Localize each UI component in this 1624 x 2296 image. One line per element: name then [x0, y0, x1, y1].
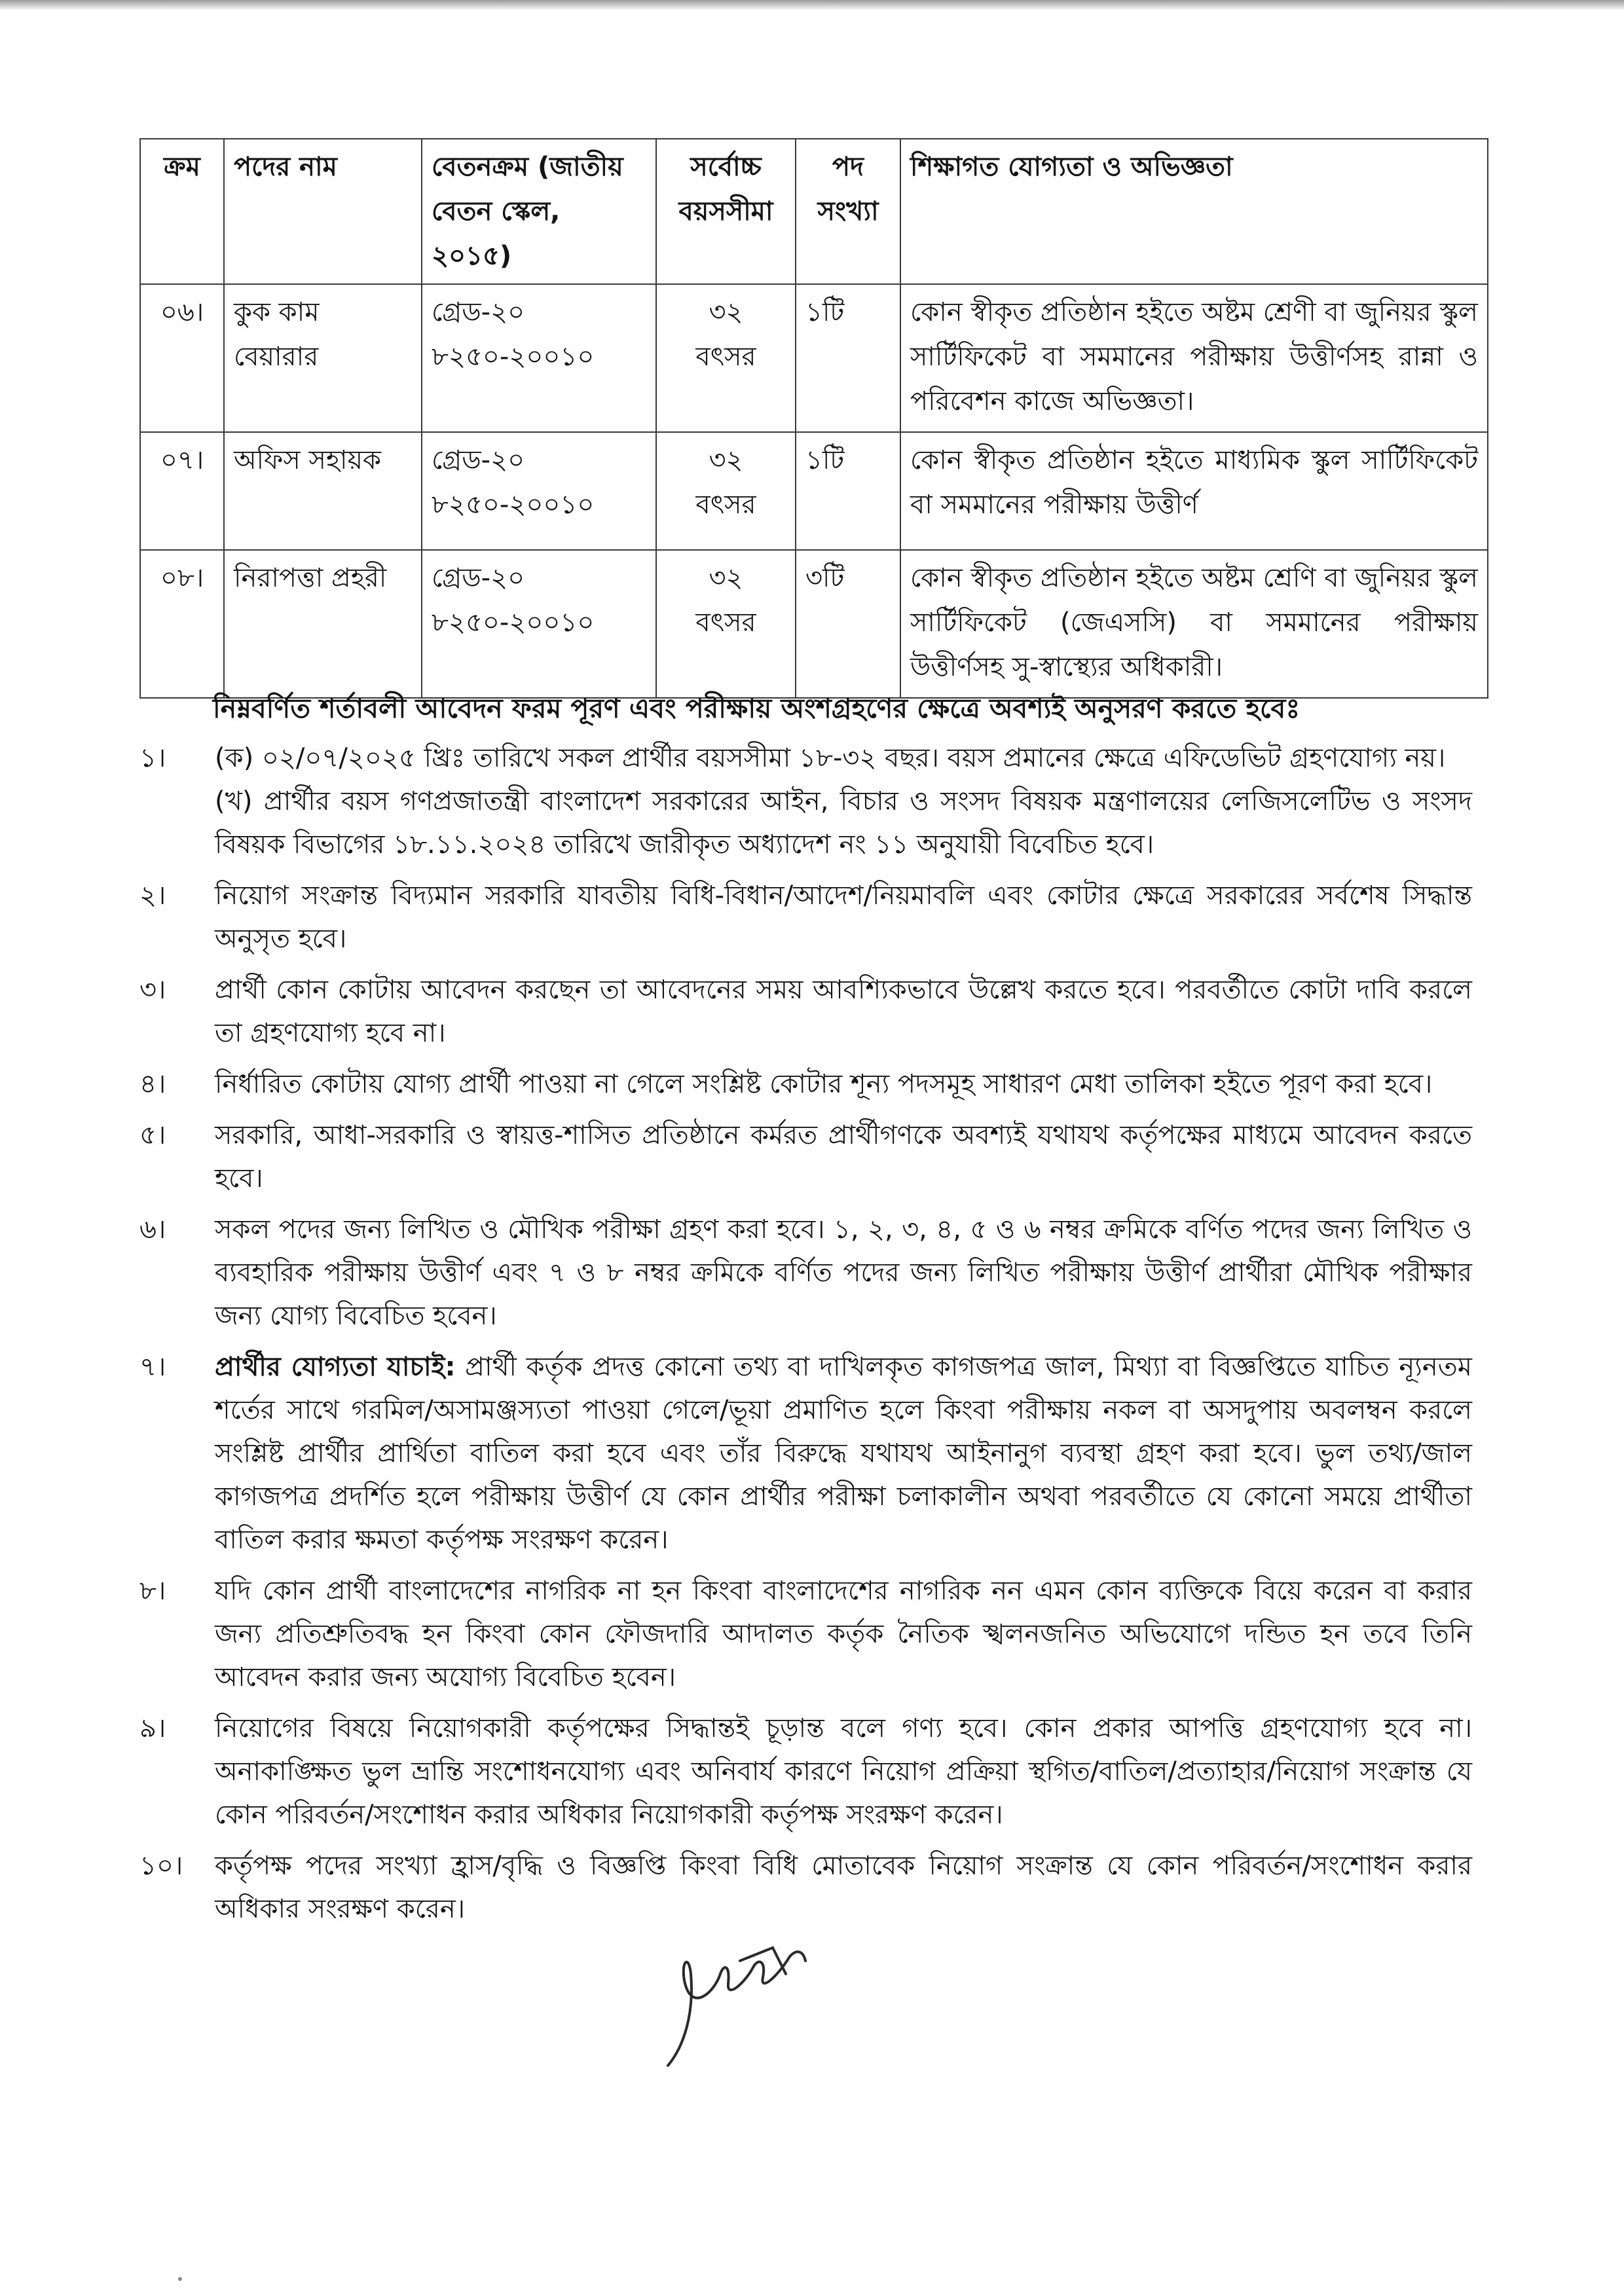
scan-edge-shadow	[0, 0, 1624, 10]
list-item	[139, 1844, 1472, 1931]
row-age	[656, 432, 796, 550]
row-count: ১টি	[796, 284, 900, 432]
header-post-count: পদ সংখ্যা	[796, 139, 900, 284]
condition-text: যদি কোন প্রার্থী বাংলাদেশের নাগরিক না হন কিংবা বাংলাদেশের নাগরিক নন এমন কোন ব্যক্তিকে বিয়ে করেন বা করার জন্য প্রতিশ্রুতিবদ্ধ হন কিংবা কোন ফৌজদারি আদালত কর্তৃক নৈতিক স্খলনজনিত অভিযোগে দন্ডিত হন তবে তিনি আবেদন করার জন্য অযোগ্য বিবেচিত হবেন।	[215, 1576, 1472, 1692]
condition-body	[215, 1114, 1472, 1200]
row-scale: ৮২৫০-২০০১০	[432, 608, 595, 638]
row-age	[656, 550, 796, 698]
condition-number: ১।	[139, 743, 166, 773]
condition-number: ৭।	[139, 1352, 166, 1382]
condition-body	[215, 1345, 1472, 1561]
condition-text: সকল পদের জন্য লিখিত ও মৌখিক পরীক্ষা গ্রহণ করা হবে। ১, ২, ৩, ৪, ৫ ও ৬ নম্বর ক্রমিকে বর্ণিত পদের জন্য লিখিত ও ব্যবহারিক পরীক্ষায় উত্তীর্ণ এবং ৭ ও ৮ নম্বর ক্রমিকে বর্ণিত পদের জন্য লিখিত পরীক্ষায় উত্তীর্ণ প্রার্থীরা মৌখিক পরীক্ষার জন্য যোগ্য বিবেচিত হবেন।	[215, 1214, 1472, 1331]
list-item	[139, 1707, 1472, 1836]
table-row	[140, 550, 1488, 698]
condition-paragraph: (খ) প্রার্থীর বয়স গণপ্রজাতন্ত্রী বাংলাদেশ সরকারের আইন, বিচার ও সংসদ বিষয়ক মন্ত্রণালয়ের লেজিসলেটিভ ও সংসদ বিষয়ক বিভাগের ১৮.১১.২০২৪ তারিখে জারীকৃত অধ্যাদেশ নং ১১ অনুযায়ী বিবেচিত হবে।	[215, 786, 1472, 860]
posts-table	[139, 138, 1488, 699]
list-item	[139, 1114, 1472, 1200]
condition-body	[215, 737, 1472, 866]
condition-number: ৯।	[139, 1713, 166, 1743]
handwritten-signature-icon	[655, 1935, 825, 2072]
table-row	[140, 284, 1488, 432]
list-item	[139, 1569, 1472, 1699]
header-post-name: পদের নাম	[224, 139, 422, 284]
row-pay-scale	[422, 284, 656, 432]
row-age-unit: বৎসর	[695, 608, 756, 638]
row-post-name: কুক কাম বেয়ারার	[224, 284, 422, 432]
table-header-row	[140, 139, 1488, 284]
condition-number: ২।	[139, 881, 166, 911]
header-pay-scale: বেতনক্রম (জাতীয় বেতন স্কেল, ২০১৫)	[422, 139, 656, 284]
condition-paragraph: (ক) ০২/০৭/২০২৫ খ্রিঃ তারিখে সকল প্রার্থীর বয়সসীমা ১৮-৩২ বছর। বয়স প্রমানের ক্ষেত্রে এফিডেভিট গ্রহণযোগ্য নয়।	[215, 743, 1446, 773]
list-item	[139, 874, 1472, 960]
condition-number: ৪।	[139, 1069, 166, 1099]
row-post-name: নিরাপত্তা প্রহরী	[224, 550, 422, 698]
condition-body	[215, 1208, 1472, 1338]
row-count: ১টি	[796, 432, 900, 550]
conditions-heading: নিম্নবর্ণিত শর্তাবলী আবেদন ফরম পূরণ এবং পরীক্ষায় অংশগ্রহণের ক্ষেত্রে অবশ্যই অনুসরণ করতে হবেঃ	[213, 693, 1301, 724]
condition-body	[215, 1707, 1472, 1836]
condition-text: কর্তৃপক্ষ পদের সংখ্যা হ্রাস/বৃদ্ধি ও বিজ্ঞপ্তি কিংবা বিধি মোতাবেক নিয়োগ সংক্রান্ত যে কোন পরিবর্তন/সংশোধন করার অধিকার সংরক্ষণ করেন।	[215, 1851, 1472, 1924]
row-serial: ০৭।	[140, 432, 224, 550]
condition-body	[215, 968, 1472, 1055]
header-max-age: সর্বোচ্চ বয়সসীমা	[656, 139, 796, 284]
row-age	[656, 284, 796, 432]
condition-text: নির্ধারিত কোটায় যোগ্য প্রার্থী পাওয়া না গেলে সংশ্লিষ্ট কোটার শূন্য পদসমূহ সাধারণ মেধা তালিকা হইতে পূরণ করা হবে।	[215, 1069, 1433, 1099]
list-item	[139, 737, 1472, 866]
condition-body	[215, 1063, 1472, 1106]
row-age-unit: বৎসর	[695, 490, 756, 520]
row-age-value: ৩২	[709, 563, 743, 593]
row-pay-scale	[422, 550, 656, 698]
row-serial: ০৮।	[140, 550, 224, 698]
condition-text: নিয়োগ সংক্রান্ত বিদ্যমান সরকারি যাবতীয় বিধি-বিধান/আদেশ/নিয়মাবলি এবং কোটার ক্ষেত্রে সরকারের সর্বশেষ সিদ্ধান্ত অনুসৃত হবে।	[215, 881, 1472, 954]
row-qualification: কোন স্বীকৃত প্রতিষ্ঠান হইতে অষ্টম শ্রেণী বা জুনিয়র স্কুল সার্টিফিকেট বা সমমানের পরীক্ষায় উত্তীর্ণসহ রান্না ও পরিবেশন কাজে অভিজ্ঞতা।	[900, 284, 1488, 432]
list-item	[139, 1063, 1472, 1106]
row-count: ৩টি	[796, 550, 900, 698]
row-scale: ৮২৫০-২০০১০	[432, 342, 595, 372]
row-age-unit: বৎসর	[695, 342, 756, 372]
row-post-name: অফিস সহায়ক	[224, 432, 422, 550]
row-grade: গ্রেড-২০	[432, 563, 525, 593]
row-grade: গ্রেড-২০	[432, 297, 525, 327]
condition-body	[215, 874, 1472, 960]
condition-number: ৬।	[139, 1214, 166, 1245]
condition-text	[215, 1345, 1472, 1561]
row-scale: ৮২৫০-২০০১০	[432, 490, 595, 520]
condition-text: প্রার্থী কোন কোটায় আবেদন করছেন তা আবেদনের সময় আবশ্যিকভাবে উল্লেখ করতে হবে। পরবর্তীতে কোটা দাবি করলে তা গ্রহণযোগ্য হবে না।	[215, 975, 1472, 1048]
row-age-value: ৩২	[709, 445, 743, 475]
condition-number: ৫।	[139, 1120, 166, 1150]
condition-text: নিয়োগের বিষয়ে নিয়োগকারী কর্তৃপক্ষের সিদ্ধান্তই চূড়ান্ত বলে গণ্য হবে। কোন প্রকার আপত্তি গ্রহণযোগ্য হবে না।অনাকাঙ্ক্ষিত ভুল ভ্রান্তি সংশোধনযোগ্য এবং অনিবার্য কারণে নিয়োগ প্রক্রিয়া স্থগিত/বাতিল/প্রত্যাহার/নিয়োগ সংক্রান্ত যে কোন পরিবর্তন/সংশোধন করার অধিকার নিয়োগকারী কর্তৃপক্ষ সংরক্ষণ করেন।	[215, 1713, 1472, 1830]
conditions-list	[139, 737, 1472, 1939]
condition-number: ৩।	[139, 975, 166, 1005]
condition-body	[215, 1844, 1472, 1931]
list-item	[139, 1208, 1472, 1338]
list-item	[139, 1345, 1472, 1561]
condition-lead: প্রার্থীর যোগ্যতা যাচাই:	[215, 1352, 456, 1382]
condition-text: সরকারি, আধা-সরকারি ও স্বায়ত্ত-শাসিত প্রতিষ্ঠানে কর্মরত প্রার্থীগণকে অবশ্যই যথাযথ কর্তৃপক্ষের মাধ্যমে আবেদন করতে হবে।	[215, 1120, 1472, 1194]
header-serial: ক্রম	[140, 139, 224, 284]
condition-number: ৮।	[139, 1576, 166, 1606]
row-qualification: কোন স্বীকৃত প্রতিষ্ঠান হইতে অষ্টম শ্রেণি বা জুনিয়র স্কুল সার্টিফিকেট (জেএসসি) বা সমমানের পরীক্ষায় উত্তীর্ণসহ সু-স্বাস্থ্যের অধিকারী।	[900, 550, 1488, 698]
header-qualification: শিক্ষাগত যোগ্যতা ও অভিজ্ঞতা	[900, 139, 1488, 284]
scan-speck	[178, 2277, 182, 2281]
row-qualification: কোন স্বীকৃত প্রতিষ্ঠান হইতে মাধ্যমিক স্কুল সার্টিফিকেট বা সমমানের পরীক্ষায় উত্তীর্ণ	[900, 432, 1488, 550]
condition-lead-text: প্রার্থী কর্তৃক প্রদত্ত কোনো তথ্য বা দাখিলকৃত কাগজপত্র জাল, মিথ্যা বা বিজ্ঞপ্তিতে যাচিত ন্যূনতম শর্তের সাথে গরমিল/অসামঞ্জস্যতা পাওয়া গেলে/ভূয়া প্রমাণিত হলে কিংবা পরীক্ষায় নকল বা অসদুপায় অবলম্বন করলে সংশ্লিষ্ট প্রার্থীর প্রার্থিতা বাতিল করা হবে এবং তাঁর বিরুদ্ধে যথাযথ আইনানুগ ব্যবস্থা গ্রহণ করা হবে। ভুল তথ্য/জাল কাগজপত্র প্রদর্শিত হলে পরীক্ষায় উত্তীর্ণ যে কোন প্রার্থীর পরীক্ষা চলাকালীন অথবা পরবর্তীতে যে কোনো সময়ে প্রার্থীতা বাতিল করার ক্ষমতা কর্তৃপক্ষ সংরক্ষণ করেন।	[215, 1352, 1473, 1555]
table-row	[140, 432, 1488, 550]
condition-body	[215, 1569, 1472, 1699]
row-serial: ০৬।	[140, 284, 224, 432]
list-item	[139, 968, 1472, 1055]
condition-number: ১০।	[139, 1851, 183, 1881]
row-age-value: ৩২	[709, 297, 743, 327]
row-pay-scale	[422, 432, 656, 550]
row-grade: গ্রেড-২০	[432, 445, 525, 475]
